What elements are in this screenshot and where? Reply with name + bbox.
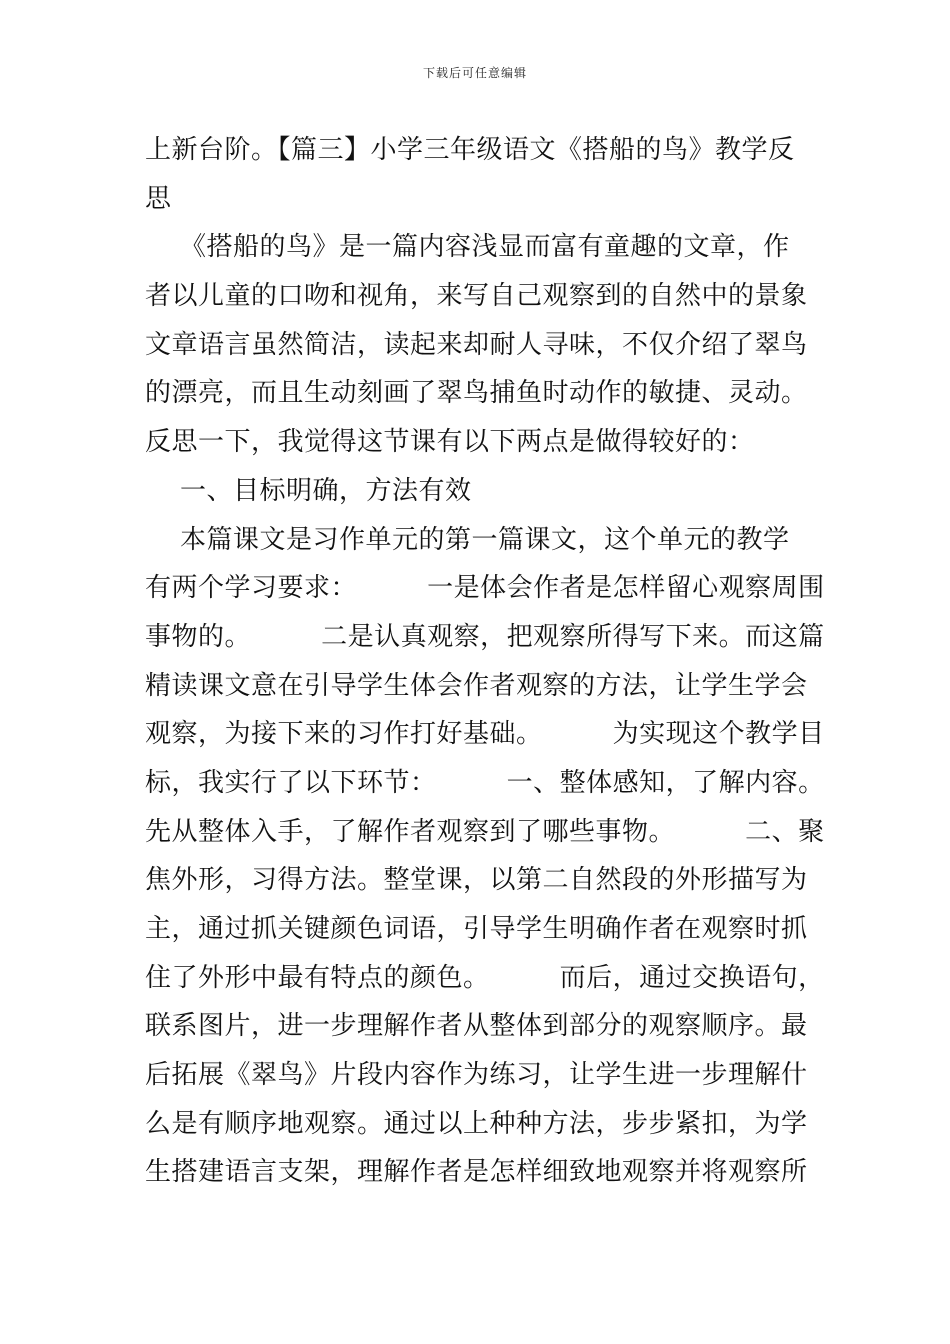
text-line: 一、目标明确，方法有效 — [145, 475, 472, 506]
text-line: 主，通过抓关键颜色词语，引导学生明确作者在观察时抓 — [145, 914, 808, 944]
text-line: 思 — [145, 183, 172, 214]
text-line: 的漂亮，而且生动刻画了翠鸟捕鱼时动作的敏捷、灵动。 — [145, 378, 808, 409]
text-line: 住了外形中最有特点的颜色。 而后，通过交换语句， — [145, 962, 825, 993]
text-line: 联系图片，进一步理解作者从整体到部分的观察顺序。最 — [145, 1011, 808, 1042]
text-line: 生搭建语言支架，理解作者是怎样细致地观察并将观察所 — [145, 1157, 808, 1188]
text-line: 本篇课文是习作单元的第一篇课文，这个单元的教学 — [145, 524, 790, 555]
text-line: 观察，为接下来的习作打好基础。 为实现这个教学目 — [145, 719, 825, 750]
text-line: 么是有顺序地观察。通过以上种种方法，步步紧扣，为学 — [145, 1108, 808, 1139]
text-line: 事物的。 二是认真观察，把观察所得写下来。而这篇 — [145, 621, 825, 652]
text-line: 标，我实行了以下环节： 一、整体感知，了解内容。 — [145, 767, 825, 798]
body-text — [145, 126, 825, 1197]
text-line: 精读课文意在引导学生体会作者观察的方法，让学生学会 — [145, 670, 808, 701]
text-line: 焦外形，习得方法。整堂课，以第二自然段的外形描写为 — [145, 865, 808, 896]
text-line: 有两个学习要求： 一是体会作者是怎样留心观察周围 — [145, 573, 825, 604]
page-header: 下载后可任意编辑 — [422, 66, 527, 80]
text-line: 先从整体入手，了解作者观察到了哪些事物。 二、聚 — [145, 816, 825, 847]
text-line: 文章语言虽然简洁，读起来却耐人寻味，不仅介绍了翠鸟 — [145, 329, 808, 360]
text-line: 《搭船的鸟》是一篇内容浅显而富有童趣的文章，作 — [145, 232, 790, 263]
text-line: 后拓展《翠鸟》片段内容作为练习，让学生进一步理解什 — [145, 1060, 808, 1091]
text-line: 者以儿童的口吻和视角，来写自己观察到的自然中的景象 — [145, 281, 808, 312]
text-line: 上新台阶。【篇三】小学三年级语文《搭船的鸟》教学反 — [145, 135, 795, 165]
text-line: 反思一下，我觉得这节课有以下两点是做得较好的： — [145, 427, 755, 458]
